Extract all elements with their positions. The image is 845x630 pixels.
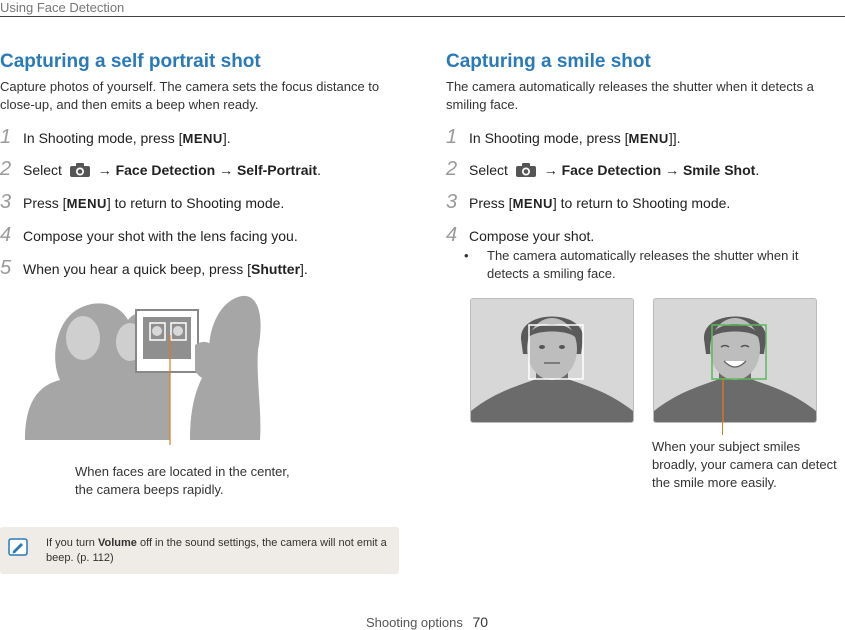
page-footer <box>366 614 488 630</box>
smiling-face-illustration <box>654 299 816 422</box>
note-box <box>0 527 399 574</box>
step-number: 2 <box>0 158 12 180</box>
footer-label: Shooting options <box>366 615 463 630</box>
self-portrait-illustration <box>20 290 265 445</box>
menu-path-self-portrait: Self-Portrait <box>236 162 318 178</box>
page-number: 70 <box>472 614 489 630</box>
step-text: Select <box>469 162 508 178</box>
step-number: 1 <box>446 126 458 148</box>
bullet-item <box>464 247 841 283</box>
menu-key-icon: MENU <box>66 196 107 211</box>
section-title: Capturing a smile shot <box>446 51 651 72</box>
smile-shot-callout: When your subject smiles broadly, your camera can detect the smile more easily. <box>652 439 837 490</box>
neutral-face-panel <box>470 298 634 423</box>
step-text-end: ]]. <box>668 130 681 146</box>
running-header: Using Face Detection <box>0 0 125 15</box>
arrow: → <box>543 162 558 178</box>
step-text: Select <box>23 162 62 178</box>
step-text: In Shooting mode, press [ <box>23 130 183 146</box>
step-number: 4 <box>0 224 12 246</box>
header-rule <box>0 16 845 17</box>
menu-path-face-detection: Face Detection <box>561 162 662 178</box>
section-title: Capturing a self portrait shot <box>0 51 261 72</box>
volume-setting-label: Volume <box>97 537 137 549</box>
camera-icon <box>69 162 91 178</box>
step-text-end: ]. <box>222 130 231 146</box>
step-number: 1 <box>0 126 12 148</box>
step-text: When you hear a quick beep, press [ <box>23 261 252 277</box>
arrow: → <box>665 162 680 178</box>
step-text: In Shooting mode, press [ <box>469 130 629 146</box>
camera-icon <box>515 162 537 178</box>
step-text-end: ] to return to Shooting mode. <box>552 195 731 211</box>
shutter-key-label: Shutter <box>251 261 301 277</box>
step-number: 3 <box>446 191 458 213</box>
menu-key-icon: MENU <box>628 131 669 146</box>
neutral-face-illustration <box>471 299 633 422</box>
step-text: Press [ <box>23 195 67 211</box>
menu-key-icon: MENU <box>512 196 553 211</box>
bullet-dot: • <box>464 248 469 263</box>
step-text-end: ] to return to Shooting mode. <box>106 195 285 211</box>
step-number: 4 <box>446 224 458 246</box>
smiling-face-panel <box>653 298 817 423</box>
self-portrait-callout: When faces are located in the center, the camera beeps rapidly. <box>75 464 290 497</box>
step-text: Press [ <box>469 195 513 211</box>
section-intro: The camera automatically releases the shutter when it detects a smiling face. <box>446 79 814 112</box>
smile-callout-line <box>722 421 723 435</box>
step-number: 2 <box>446 158 458 180</box>
pencil-note-icon <box>8 538 28 556</box>
step-number: 3 <box>0 191 12 213</box>
smile-shot-section <box>446 50 845 114</box>
self-portrait-section <box>0 50 395 114</box>
step-number: 5 <box>0 257 12 279</box>
menu-key-icon: MENU <box>182 131 223 146</box>
arrow: → <box>97 162 112 178</box>
arrow: → <box>219 162 234 178</box>
step-text: Compose your shot. <box>469 228 595 244</box>
section-intro: Capture photos of yourself. The camera sets the focus distance to close-up, and then emits a beep when ready. <box>0 79 380 112</box>
bullet-text: The camera automatically releases the shutter when it detects a smiling face. <box>487 248 799 281</box>
step-text: Compose your shot with the lens facing you. <box>23 228 298 244</box>
note-text: If you turn Volume off in the sound settings, the camera will not emit a beep. (p. 112) <box>46 537 387 564</box>
menu-path-face-detection: Face Detection <box>115 162 216 178</box>
menu-path-smile-shot: Smile Shot <box>682 162 756 178</box>
